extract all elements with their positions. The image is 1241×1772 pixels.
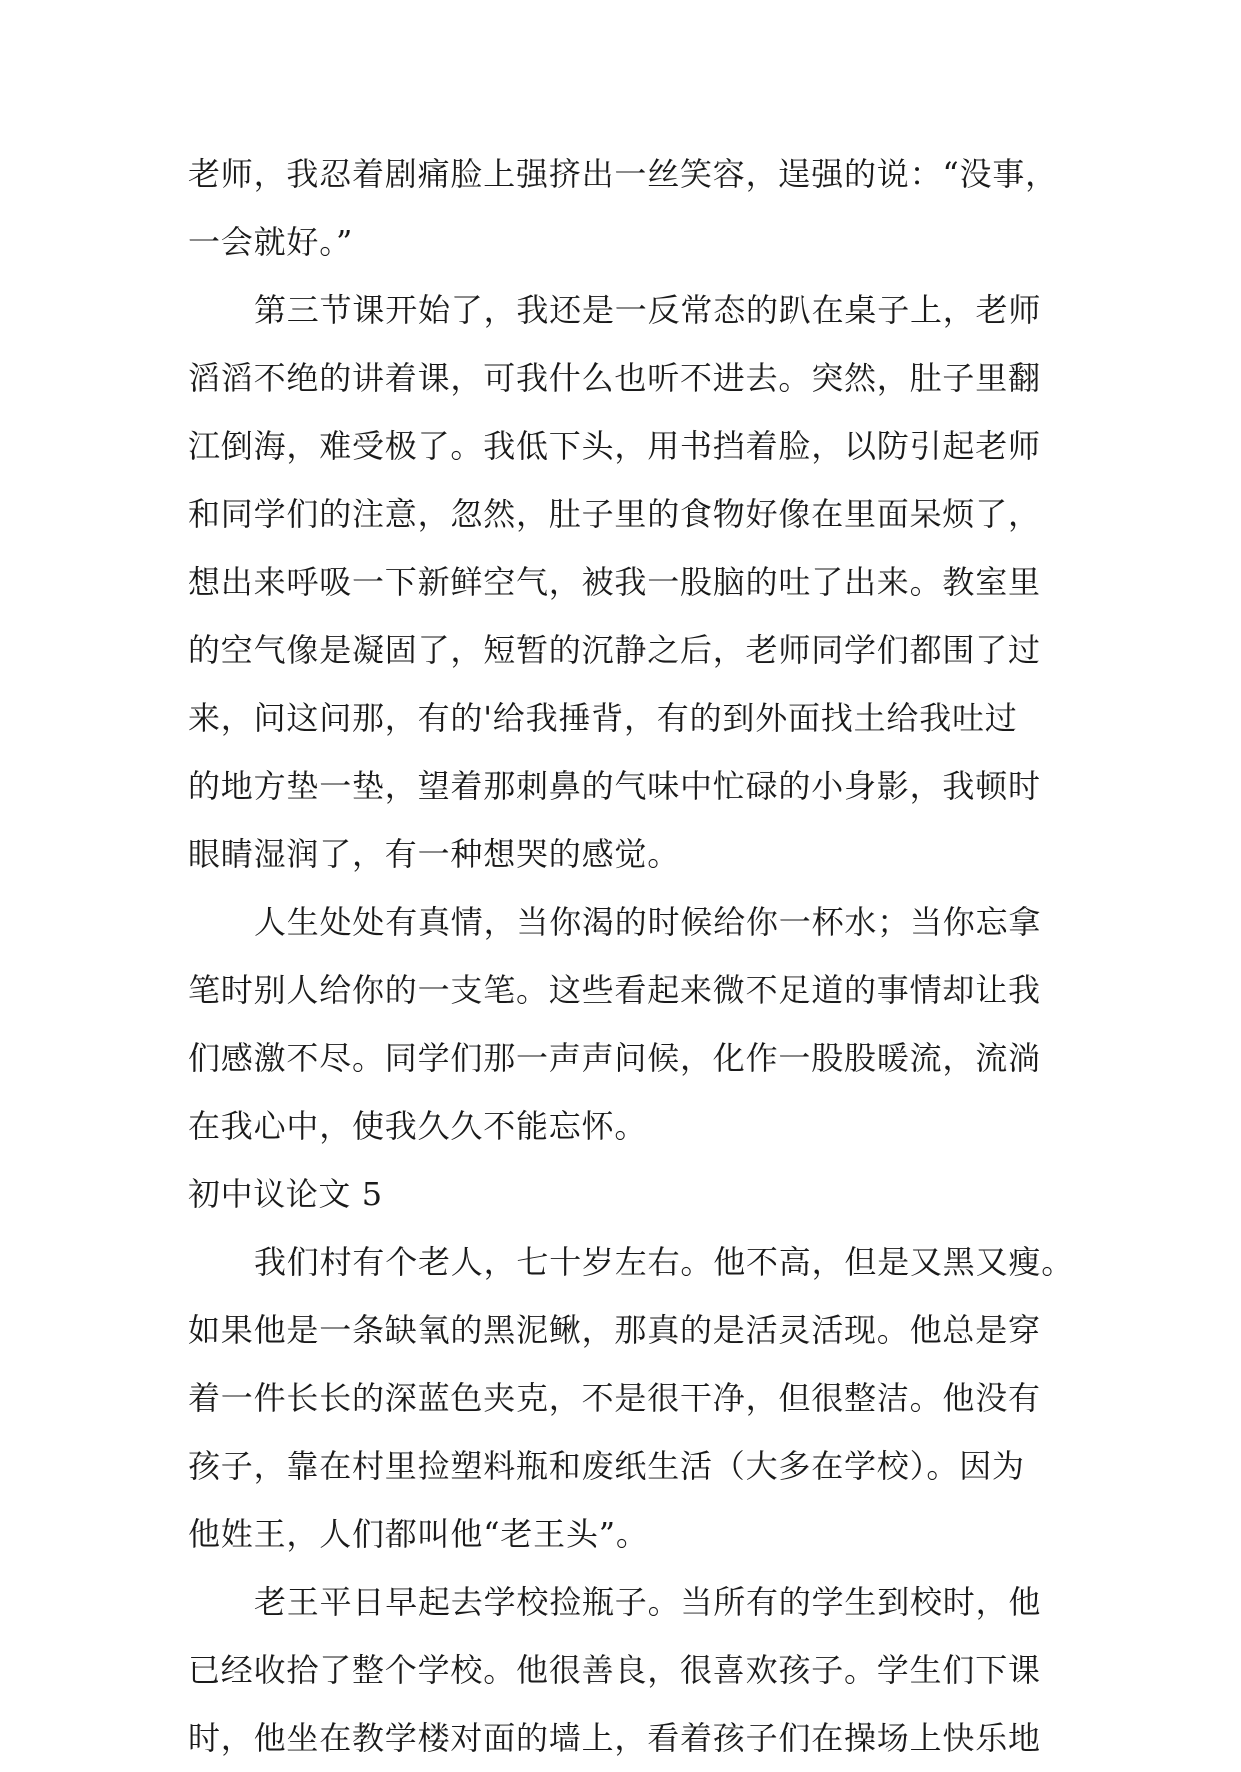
paragraph [188,1228,1075,1568]
text-line: 一会就好。” [188,223,354,261]
text-line: 老师，我忍着剧痛脸上强挤出一丝笑容，逞强的说：“没事， [188,155,1058,193]
text-line: 想出来呼吸一下新鲜空气，被我一股脑的吐了出来。教室里 [188,563,1041,601]
text-line: 着一件长长的深蓝色夹克，不是很干净，但很整洁。他没有 [188,1379,1041,1417]
text-line: 在我心中，使我久久不能忘怀。 [188,1107,648,1145]
text-line: 眼睛湿润了，有一种想哭的感觉。 [188,835,681,873]
text-line: 他姓王，人们都叫他“老王头”。 [188,1515,649,1553]
text-line: 我们村有个老人，七十岁左右。他不高，但是又黑又瘦。 [254,1243,1075,1281]
text-line: 时，他坐在教学楼对面的墙上，看着孩子们在操场上快乐地 [188,1719,1041,1757]
text-line: 滔滔不绝的讲着课，可我什么也听不进去。突然，肚子里翻 [188,359,1041,397]
text-line: 来，问这问那，有的'给我捶背，有的到外面找土给我吐过 [188,699,1018,737]
document-body [188,140,1075,1772]
paragraph [188,140,1058,276]
text-line: 孩子，靠在村里捡塑料瓶和废纸生活（大多在学校）。因为 [188,1447,1025,1485]
text-line: 第三节课开始了，我还是一反常态的趴在桌子上，老师 [254,291,1042,329]
paragraph [188,276,1058,888]
text-line: 的地方垫一垫，望着那刺鼻的气味中忙碌的小身影，我顿时 [188,767,1041,805]
text-line: 人生处处有真情，当你渴的时候给你一杯水；当你忘拿 [254,903,1042,941]
paragraph [188,888,1058,1160]
paragraph [188,1568,1058,1772]
text-line: 老王平日早起去学校捡瓶子。当所有的学生到校时，他 [254,1583,1042,1621]
text-line: 江倒海，难受极了。我低下头，用书挡着脸，以防引起老师 [188,427,1041,465]
text-line: 的空气像是凝固了，短暂的沉静之后，老师同学们都围了过 [188,631,1041,669]
text-line: 和同学们的注意，忽然，肚子里的食物好像在里面呆烦了， [188,495,1041,533]
text-line: 如果他是一条缺氧的黑泥鳅，那真的是活灵活现。他总是穿 [188,1311,1041,1349]
section-heading: 初中议论文 5 [188,1175,383,1213]
text-line: 们感激不尽。同学们那一声声问候，化作一股股暖流，流淌 [188,1039,1041,1077]
text-line: 已经收拾了整个学校。他很善良，很喜欢孩子。学生们下课 [188,1651,1041,1689]
text-line: 笔时别人给你的一支笔。这些看起来微不足道的事情却让我 [188,971,1041,1009]
